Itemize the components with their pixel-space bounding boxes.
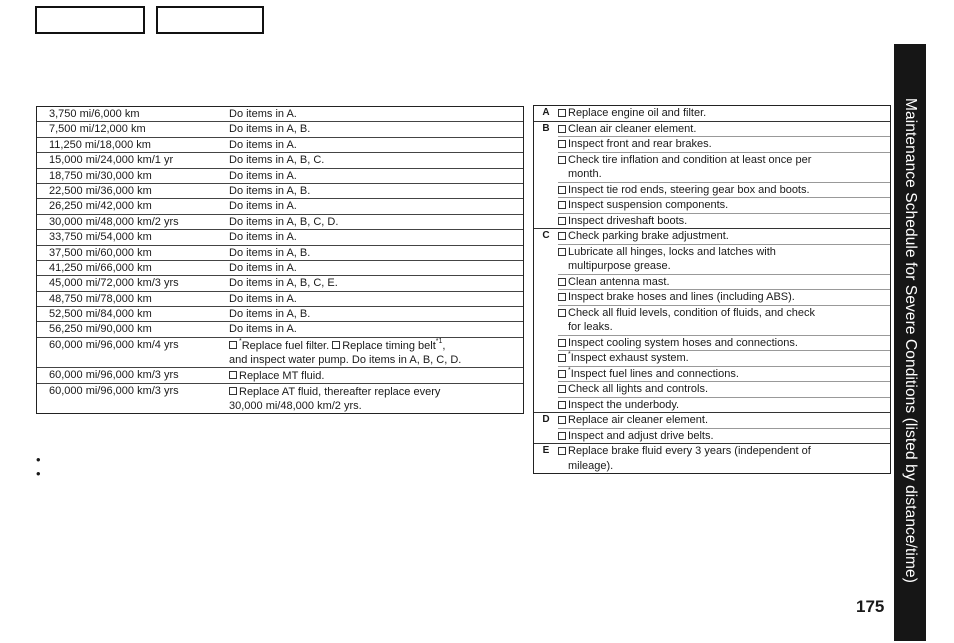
action-text: and inspect water pump. Do items in A, B, C, D. [229,353,462,366]
item-text: month. [568,168,602,180]
checkbox-icon [558,370,566,378]
bullet-icon: • [36,466,41,481]
group-key: B [542,122,550,134]
item-text: Inspect driveshaft boots. [568,214,688,227]
checkbox-icon [558,201,566,209]
schedule-interval: 37,500 mi/60,000 km [49,246,152,259]
group-b [534,122,890,230]
schedule-action: Do items in A. [229,108,297,120]
schedule-interval: 60,000 mi/96,000 km/4 yrs [49,338,179,351]
list-item [558,137,890,153]
checkbox-icon [558,339,566,347]
schedule-interval: 41,250 mi/66,000 km [49,261,152,274]
checkbox-icon [229,387,237,395]
schedule-action: Do items in A, B, C, D. [229,215,339,228]
group-key: A [542,107,550,118]
item-text: Inspect and adjust drive belts. [568,429,714,442]
schedule-row [37,276,523,291]
checkbox-icon [558,278,566,286]
item-text: Clean antenna mast. [568,275,670,288]
schedule-action [219,368,523,383]
checkbox-icon [558,109,566,117]
list-item [558,245,890,260]
schedule-row [37,184,523,199]
checkbox-icon [558,248,566,256]
schedule-interval: 56,250 mi/90,000 km [49,323,152,336]
checkbox-icon [229,371,237,379]
footnote-mark: *1 [435,337,443,345]
checkbox-icon [558,293,566,301]
schedule-interval: 18,750 mi/30,000 km [49,169,152,182]
list-item [558,336,890,352]
checkbox-icon [558,217,566,225]
item-text: multipurpose grease. [568,260,671,272]
schedule-row [37,246,523,261]
schedule-interval: 3,750 mi/6,000 km [49,108,140,120]
schedule-interval: 52,500 mi/84,000 km [49,308,152,321]
checkbox-icon [558,309,566,317]
schedule-action: Do items in A. [229,138,297,151]
checkbox-icon [558,354,566,362]
group-key: C [542,230,550,241]
action-text: Replace fuel filter. [241,339,330,352]
schedule-interval: 7,500 mi/12,000 km [49,123,146,136]
schedule-action: Do items in A. [229,323,297,336]
schedule-table [36,106,524,414]
action-text: 30,000 mi/48,000 km/2 yrs. [229,399,362,412]
item-text: Inspect fuel lines and connections. [570,367,739,380]
list-item [558,398,890,413]
group-key: D [542,414,550,425]
list-item [558,351,890,367]
schedule-interval: 48,750 mi/78,000 km [49,292,152,305]
schedule-action [219,384,523,413]
item-text: Inspect front and rear brakes. [568,138,712,150]
checkbox-icon [332,341,340,349]
list-item [558,459,890,474]
schedule-action: Do items in A, B, C. [229,154,325,167]
schedule-interval: 30,000 mi/48,000 km/2 yrs [49,215,179,228]
list-item [558,413,890,429]
list-item [558,106,890,121]
schedule-action: Do items in A, B. [229,308,311,321]
schedule-action: Do items in A. [229,169,297,182]
nav-tab-2[interactable] [156,6,264,34]
list-item [558,429,890,444]
page-number: 175 [856,597,885,616]
item-text: Check parking brake adjustment. [568,230,729,242]
schedule-action: Do items in A. [229,200,297,213]
schedule-row [37,338,523,368]
item-text: Lubricate all hinges, locks and latches with [568,245,776,258]
checkbox-icon [229,341,237,349]
item-text: Check all fluid levels, condition of fluids, and check [568,306,816,319]
schedule-interval: 33,750 mi/54,000 km [49,231,152,244]
schedule-interval: 22,500 mi/36,000 km [49,184,152,197]
schedule-action: Do items in A, B, C, E. [229,277,338,290]
items-table [533,105,891,474]
footnote-mark: * [239,337,242,345]
group-d [534,413,890,444]
schedule-interval: 11,250 mi/18,000 km [49,138,151,151]
list-item [558,275,890,291]
list-item [558,122,890,138]
item-text: Check all lights and controls. [568,383,709,395]
schedule-action: Do items in A, B. [229,123,311,136]
item-text: mileage). [568,459,614,472]
list-item [558,229,890,245]
item-text: Inspect suspension components. [568,199,729,211]
item-text: for leaks. [568,321,613,333]
item-text: Inspect exhaust system. [570,352,689,364]
list-item [558,183,890,199]
checkbox-icon [558,186,566,194]
schedule-row [37,122,523,137]
schedule-row [37,368,523,384]
schedule-row [37,292,523,307]
list-item [558,444,890,459]
item-text: Inspect tie rod ends, steering gear box and boots. [568,183,810,196]
item-text: Replace engine oil and filter. [568,107,707,119]
item-text: Inspect the underbody. [568,398,680,411]
footnote-mark: * [568,366,571,374]
schedule-action: Do items in A. [229,292,297,305]
section-title: Maintenance Schedule for Severe Conditions (listed by distance/time) [902,98,919,583]
list-item [558,198,890,214]
schedule-action: Do items in A. [229,261,297,274]
schedule-row [37,153,523,168]
schedule-row [37,138,523,153]
checkbox-icon [558,447,566,455]
list-item [558,367,890,383]
item-text: Check tire inflation and condition at least once per [568,153,812,166]
schedule-row [37,215,523,230]
checkbox-icon [558,156,566,164]
action-text: Replace MT fluid. [239,369,325,382]
schedule-row [37,169,523,184]
checkbox-icon [558,385,566,393]
list-item [558,320,890,336]
checkbox-icon [558,416,566,424]
list-item [558,382,890,398]
list-item [558,153,890,168]
list-item [558,306,890,321]
group-a [534,106,890,122]
checkbox-icon [558,432,566,440]
group-key: E [542,445,550,456]
group-e [534,444,890,473]
item-text: Replace brake fluid every 3 years (independent of [568,445,811,457]
group-c [534,229,890,413]
schedule-row [37,322,523,337]
checkbox-icon [558,125,566,133]
action-text: Replace AT fluid, thereafter replace every [239,385,441,398]
nav-tab-1[interactable] [35,6,145,34]
bullet-icon: • [36,452,41,467]
bullet-list [36,453,41,481]
schedule-row [37,261,523,276]
schedule-interval: 60,000 mi/96,000 km/3 yrs [49,368,179,381]
checkbox-icon [558,140,566,148]
schedule-row [37,230,523,245]
schedule-interval: 45,000 mi/72,000 km/3 yrs [49,277,179,290]
list-item [558,259,890,275]
item-text: Replace air cleaner element. [568,414,709,426]
list-item [558,214,890,229]
footnote-mark: * [568,351,571,358]
schedule-action: Do items in A, B. [229,246,311,259]
item-text: Inspect cooling system hoses and connections. [568,336,798,349]
schedule-action: *Replace fuel filter. Replace timing belt$^{*1}$, and inspect water pump. Do items in A, B, C, D. [229,337,462,366]
item-text: Clean air cleaner element. [568,122,697,135]
schedule-row [37,384,523,413]
schedule-action: Do items in A, B. [229,184,311,197]
checkbox-icon [558,401,566,409]
schedule-row [37,107,523,122]
schedule-row [37,307,523,322]
action-text: Replace timing belt [342,339,436,352]
list-item [558,167,890,183]
schedule-interval: 60,000 mi/96,000 km/3 yrs [49,384,179,397]
schedule-interval: 26,250 mi/42,000 km [49,200,152,213]
list-item [558,290,890,306]
schedule-action: Do items in A. [229,231,297,244]
checkbox-icon [558,232,566,240]
schedule-interval: 15,000 mi/24,000 km/1 yr [49,154,174,167]
schedule-row [37,199,523,214]
item-text: Inspect brake hoses and lines (including ABS). [568,291,795,303]
